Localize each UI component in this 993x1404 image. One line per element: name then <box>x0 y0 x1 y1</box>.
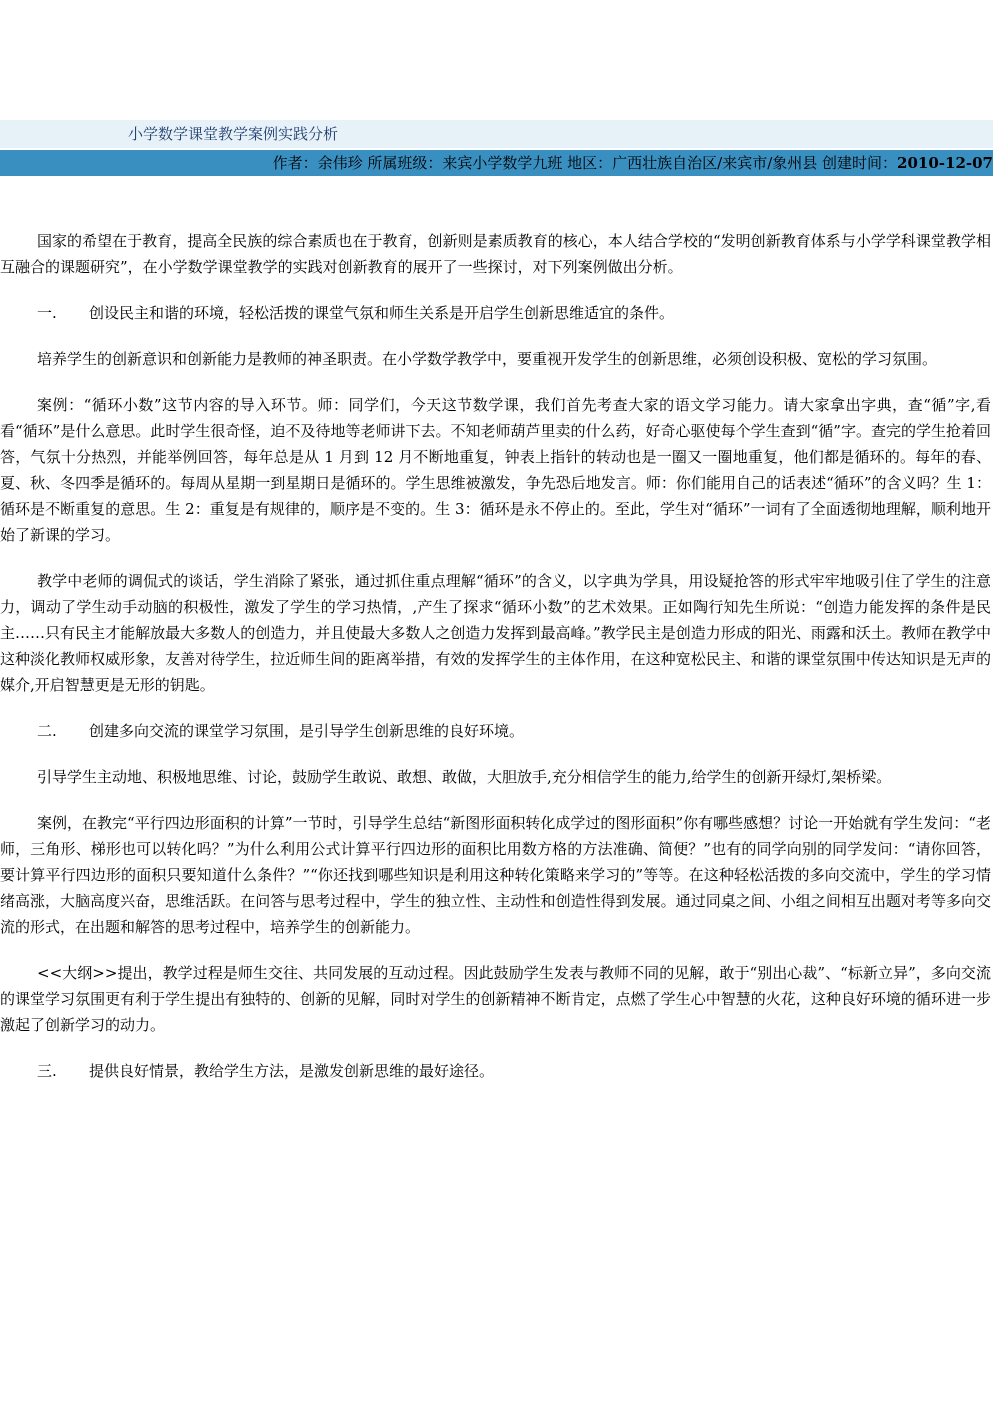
paragraph-case-1: 案例：“循环小数”这节内容的导入环节。师：同学们，今天这节数学课，我们首先考查大家的语文学习能力。请大家拿出字典，查“循”字,看看“循环”是什么意思。此时学生很奇怪，迫不及待地等老师讲下去。不知老师葫芦里卖的什么药，好奇心驱使每个学生查到“循”字。查完的学生抢着回答，气氛十分热烈，并能举例回答，每年总是从 1 月到 12 月不断地重复，钟表上指针的转动也是一圈又一圈地重复，他们都是循环的。每年的春、夏、秋、冬四季是循环的。每周从星期一到星期日是循环的。学生思维被激发，争先恐后地发言。师：你们能用自己的话表述“循环”的含义吗？生 1：循环是不断重复的意思。生 2：重复是有规律的，顺序是不变的。生 3：循环是永不停止的。至此，学生对“循环”一词有了全面透彻地理解，顺利地开始了新课的学习。 <box>0 396 991 544</box>
paragraph-case-2: 案例，在教完“平行四边形面积的计算”一节时，引导学生总结“新图形面积转化成学过的图形面积”你有哪些感想？讨论一开始就有学生发问：“老师，三角形、梯形也可以转化吗？”为什么利用公式计算平行四边形的面积比用数方格的方法准确、简便？”也有的同学向别的同学发问：“请你回答，要计算平行四边形的面积只要知道什么条件？”“你还找到哪些知识是利用这种转化策略来学习的”等等。在这种轻松活拨的多向交流中，学生的学习情绪高涨，大脑高度兴奋，思维活跃。在问答与思考过程中，学生的独立性、主动性和创造性得到发展。通过同桌之间、小组之间相互出题对考等多向交流的形式，在出题和解答的思考过程中，培养学生的创新能力。 <box>0 814 991 936</box>
section-heading-2 <box>0 718 993 744</box>
section-heading-3 <box>0 1058 993 1084</box>
paragraph-intro: 国家的希望在于教育，提高全民族的综合素质也在于教育，创新则是素质教育的核心，本人结合学校的“发明创新教育体系与小学学科课堂教学相互融合的课题研究”，在小学数学课堂教学的实践对创新教育的展开了一些探讨，对下列案例做出分析。 <box>0 232 991 276</box>
meta-info <box>273 152 993 174</box>
section-heading-1 <box>0 300 993 326</box>
section-number-1: 一. <box>37 304 57 322</box>
paragraph-4: 教学中老师的调侃式的谈话，学生消除了紧张，通过抓住重点理解“循环”的含义，以字典为学具，用设疑抢答的形式牢牢地吸引住了学生的注意力，调动了学生动手动脑的积极性，激发了学生的学习热情，,产生了探求“循环小数”的艺术效果。正如陶行知先生所说：“创造力能发挥的条件是民主……只有民主才能解放最大多数人的创造力，并且使最大多数人之创造力发挥到最高峰。”教学民主是创造力形成的阳光、雨露和沃土。教师在教学中这种淡化教师权威形象，友善对待学生，拉近师生间的距离举措，有效的发挥学生的主体作用，在这种宽松民主、和谐的课堂氛围中传达知识是无声的媒介,开启智慧更是无形的钥匙。 <box>0 572 991 694</box>
paragraph-5: 引导学生主动地、积极地思维、讨论，鼓励学生敢说、敢想、敢做，大胆放手,充分相信学生的能力,给学生的创新开绿灯,架桥梁。 <box>37 768 892 786</box>
document-title: 小学数学课堂教学案例实践分析 <box>128 125 339 143</box>
document-body <box>0 228 993 1104</box>
meta-date: 2010-12-07 <box>897 154 993 172</box>
paragraph-2: 培养学生的创新意识和创新能力是教师的神圣职责。在小学数学教学中，要重视开发学生的创新思维，必须创设积极、宽松的学习氛围。 <box>37 350 938 368</box>
section-number-3: 三. <box>37 1062 57 1080</box>
paragraph-7: <<大纲>>提出，教学过程是师生交往、共同发展的互动过程。因此鼓励学生发表与教师不同的见解，敢于“别出心裁”、“标新立异”，多向交流的课堂学习氛围更有利于学生提出有独特的、创新的见解，同时对学生的创新精神不断肯定，点燃了学生心中智慧的火花，这种良好环境的循环进一步激起了创新学习的动力。 <box>0 964 991 1034</box>
section-number-2: 二. <box>37 722 57 740</box>
section-heading-text-1: 创设民主和谐的环境，轻松活拨的课堂气氛和师生关系是开启学生创新思维适宜的条件。 <box>89 304 675 322</box>
section-heading-text-2: 创建多向交流的课堂学习氛围，是引导学生创新思维的良好环境。 <box>89 722 525 740</box>
meta-details: 作者：余伟珍 所属班级：来宾小学数学九班 地区：广西壮族自治区/来宾市/象州县 创建时间： <box>272 154 898 172</box>
section-heading-text-3: 提供良好情景，教给学生方法，是激发创新思维的最好途径。 <box>89 1062 495 1080</box>
